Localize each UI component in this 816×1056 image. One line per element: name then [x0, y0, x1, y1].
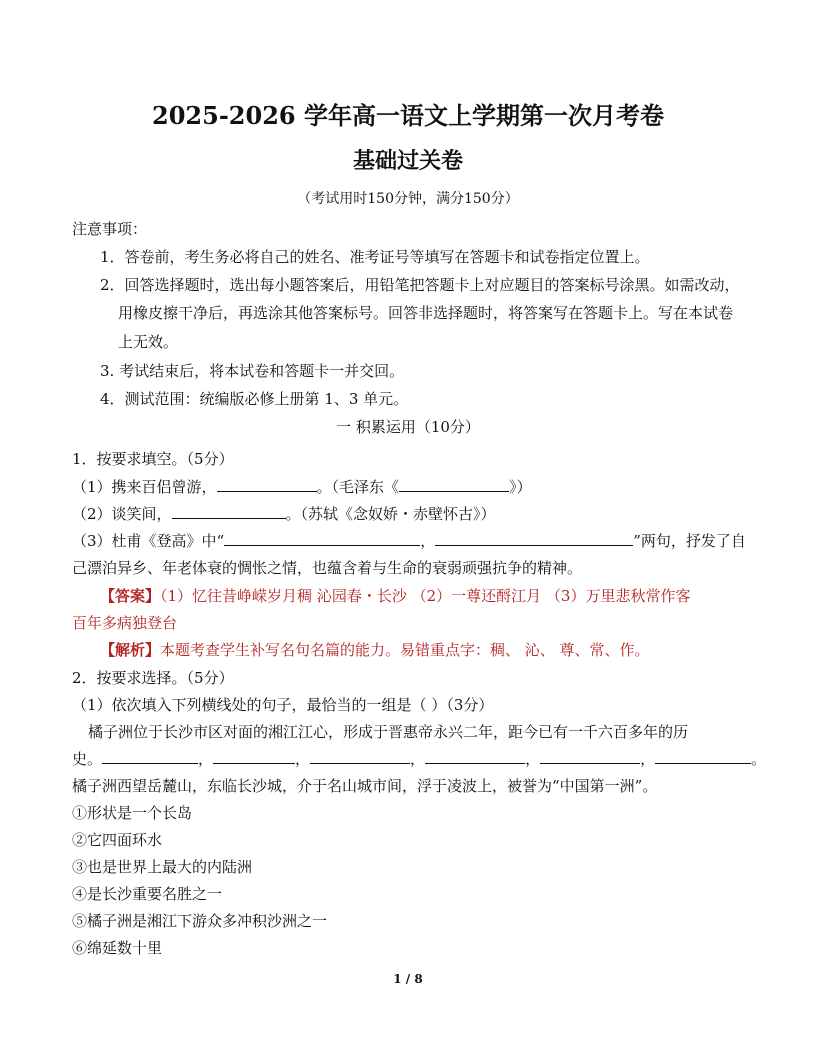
q2-option-3: ③也是世界上最大的内陆洲	[72, 858, 253, 876]
notes-item-3: 3. 考试结束后，将本试卷和答题卡一并交回。	[100, 362, 405, 380]
q2-sep-2: ，	[295, 750, 311, 768]
q2-paragraph-line-1: 橘子洲位于长沙市区对面的湘江江心，形成于晋惠帝永兴二年，距今已有一千六百多年的历	[88, 723, 689, 741]
q1-part-1-text-c: 》）	[509, 478, 532, 496]
notes-heading: 注意事项：	[72, 220, 148, 238]
q1-answer-line-2: 百年多病独登台	[72, 614, 178, 632]
q2-option-4: ④是长沙重要名胜之一	[72, 885, 223, 903]
notes-item-2-line-2: 用橡皮擦干净后，再选涂其他答案标号。回答非选择题时，将答案写在答题卡上。写在本试卷	[118, 304, 734, 322]
q1-part-1-blank-1[interactable]	[217, 477, 317, 492]
notes-item-1: 1．答卷前，考生务必将自己的姓名、准考证号等填写在答题卡和试卷指定位置上。	[100, 248, 650, 266]
q2-blank-2[interactable]	[213, 749, 295, 764]
exam-subtitle: 基础过关卷	[352, 148, 463, 174]
q1-part-2	[72, 503, 496, 524]
exam-title: 2025-2026 学年高一语文上学期第一次月考卷	[152, 101, 664, 130]
q1-part-3-line-2: 己漂泊异乡、年老体衰的惆怅之情，也蕴含着与生命的衰弱顽强抗争的精神。	[72, 559, 583, 577]
answer-tag: 【答案】	[100, 587, 161, 605]
q1-answer-text: （1）忆往昔峥嵘岁月稠 沁园春・长沙 （2）一尊还酹江月 （3）万里悲秋常作客	[160, 587, 691, 605]
q2-option-2: ②它四面环水	[72, 831, 163, 849]
q2-sub-1: （1）依次填入下列横线处的句子，最恰当的一组是（ ）（3分）	[72, 696, 494, 714]
q2-blank-5[interactable]	[540, 749, 640, 764]
q1-part-3-text-c: ”两句，抒发了自	[633, 532, 746, 550]
q2-sep-4: ，	[525, 750, 541, 768]
q2-sep-1: ，	[198, 750, 214, 768]
q1-part-1-blank-2[interactable]	[399, 477, 509, 492]
q2-blank-3[interactable]	[310, 749, 410, 764]
q2-paragraph-start: 史。	[72, 750, 103, 768]
q2-option-5: ⑤橘子洲是湘江下游众多冲积沙洲之一	[72, 912, 328, 930]
notes-item-2-line-1: 2．回答选择题时，选出每小题答案后，用铅笔把答题卡上对应题目的答案标号涂黑。如需改动，	[100, 276, 740, 294]
q2-sep-3: ，	[410, 750, 426, 768]
q1-answer-line-1	[100, 585, 690, 606]
q2-paragraph-line-2	[72, 748, 766, 769]
q1-part-3-text-a: （3）杜甫《登高》中“	[72, 532, 225, 550]
analysis-tag: 【解析】	[100, 641, 161, 659]
q2-blank-1[interactable]	[102, 749, 198, 764]
q2-end: 。	[751, 750, 767, 768]
q1-part-3-text-b: ，	[420, 532, 436, 550]
q1-part-3-blank-1[interactable]	[224, 531, 420, 546]
notes-item-2-line-3: 上无效。	[118, 333, 179, 351]
exam-time-note: （考试用时150分钟，满分150分）	[297, 191, 519, 207]
q1-part-2-blank[interactable]	[172, 504, 286, 519]
q1-part-2-text-a: （2）谈笑间，	[72, 505, 172, 523]
section-1-title: 一 积累运用（10分）	[336, 418, 480, 436]
q2-option-1: ①形状是一个长岛	[72, 804, 193, 822]
q1-analysis	[100, 639, 650, 660]
page-number: 1 / 8	[393, 972, 423, 986]
q1-part-3	[72, 530, 746, 551]
q2-sep-5: ，	[640, 750, 656, 768]
q2-paragraph-line-3: 橘子洲西望岳麓山，东临长沙城，介于名山城市间，浮于凌波上，被誉为“中国第一洲”。	[72, 777, 658, 795]
notes-item-4: 4．测试范围：统编版必修上册第 1、3 单元。	[100, 390, 409, 408]
q2-stem: 2．按要求选择。（5分）	[72, 669, 234, 687]
q1-part-1	[72, 476, 532, 497]
q1-analysis-text: 本题考查学生补写名句名篇的能力。易错重点字：稠、 沁、 尊、常、作。	[160, 641, 650, 659]
q1-part-2-text-b: 。（苏轼《念奴娇・赤壁怀古》）	[285, 505, 496, 523]
q1-stem: 1．按要求填空。（5分）	[72, 450, 234, 468]
q2-blank-4[interactable]	[425, 749, 525, 764]
q2-blank-6[interactable]	[655, 749, 751, 764]
q2-option-6: ⑥绵延数十里	[72, 939, 163, 957]
q1-part-3-blank-2[interactable]	[435, 531, 633, 546]
q1-part-1-text-b: 。（毛泽东《	[316, 478, 400, 496]
q1-part-1-text-a: （1）携来百侣曾游，	[72, 478, 217, 496]
